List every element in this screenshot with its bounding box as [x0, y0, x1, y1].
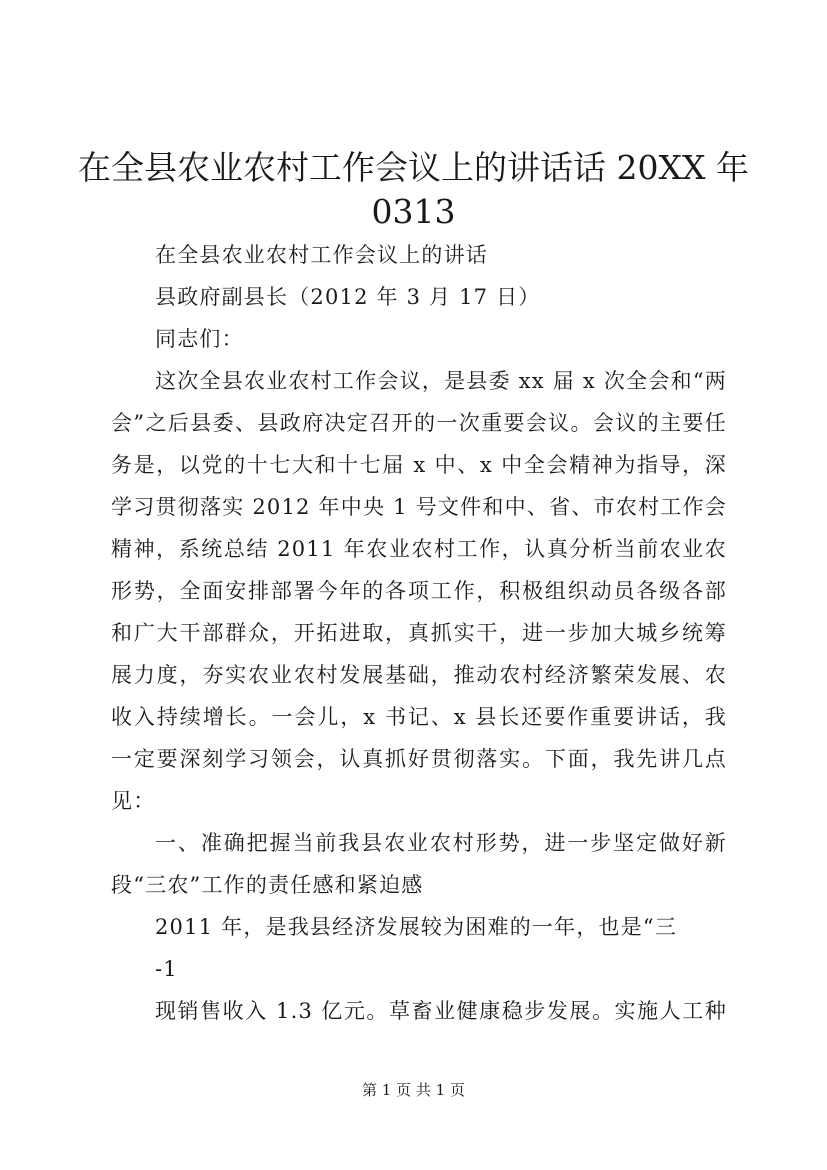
paragraph-line: 2011 年，是我县经济发展较为困难的一年，也是“三: [155, 915, 678, 939]
salutation: 同志们：: [155, 327, 244, 351]
document-title-line-1: 在全县农业农村工作会议上的讲话话 20XX 年: [78, 148, 749, 187]
section-heading-line: 段“三农”工作的责任感和紧迫感: [111, 873, 424, 897]
paragraph-line: 务是，以党的十七大和十七届 x 中、x 中全会精神为指导，深: [111, 453, 727, 477]
page-break-fragment: -1: [155, 957, 178, 981]
paragraph-line: 会”之后县委、县政府决定召开的一次重要会议。会议的主要任: [111, 411, 727, 435]
paragraph-line: 一定要深刻学习领会，认真抓好贯彻落实。下面，我先讲几点: [111, 747, 727, 771]
paragraph-line: 展力度，夯实农业农村发展基础，推动农村经济繁荣发展、农: [111, 663, 727, 687]
paragraph-line: 见：: [111, 789, 156, 813]
paragraph-line: 形势，全面安排部署今年的各项工作，积极组织动员各级各部: [111, 579, 727, 603]
paragraph-line: 和广大干部群众，开拓进取，真抓实干，进一步加大城乡统筹: [111, 621, 727, 645]
speech-subtitle: 在全县农业农村工作会议上的讲话: [155, 243, 488, 267]
document-title-line-2: 0313: [371, 192, 456, 231]
speaker-line: 县政府副县长（2012 年 3 月 17 日）: [155, 285, 541, 309]
paragraph-line: 收入持续增长。一会儿，x 书记、x 县长还要作重要讲话，我: [111, 705, 727, 729]
paragraph-line: 学习贯彻落实 2012 年中央 1 号文件和中、省、市农村工作会: [111, 495, 727, 519]
paragraph-line: 精神，系统总结 2011 年农业农村工作，认真分析当前农业农: [111, 537, 727, 561]
paragraph-line: 现销售收入 1.3 亿元。草畜业健康稳步发展。实施人工种: [155, 999, 727, 1023]
section-heading-line: 一、准确把握当前我县农业农村形势，进一步坚定做好新: [155, 831, 727, 855]
paragraph-line: 这次全县农业农村工作会议，是县委 xx 届 x 次全会和“两: [155, 369, 727, 393]
page-footer: 第 1 页 共 1 页: [362, 1081, 465, 1099]
